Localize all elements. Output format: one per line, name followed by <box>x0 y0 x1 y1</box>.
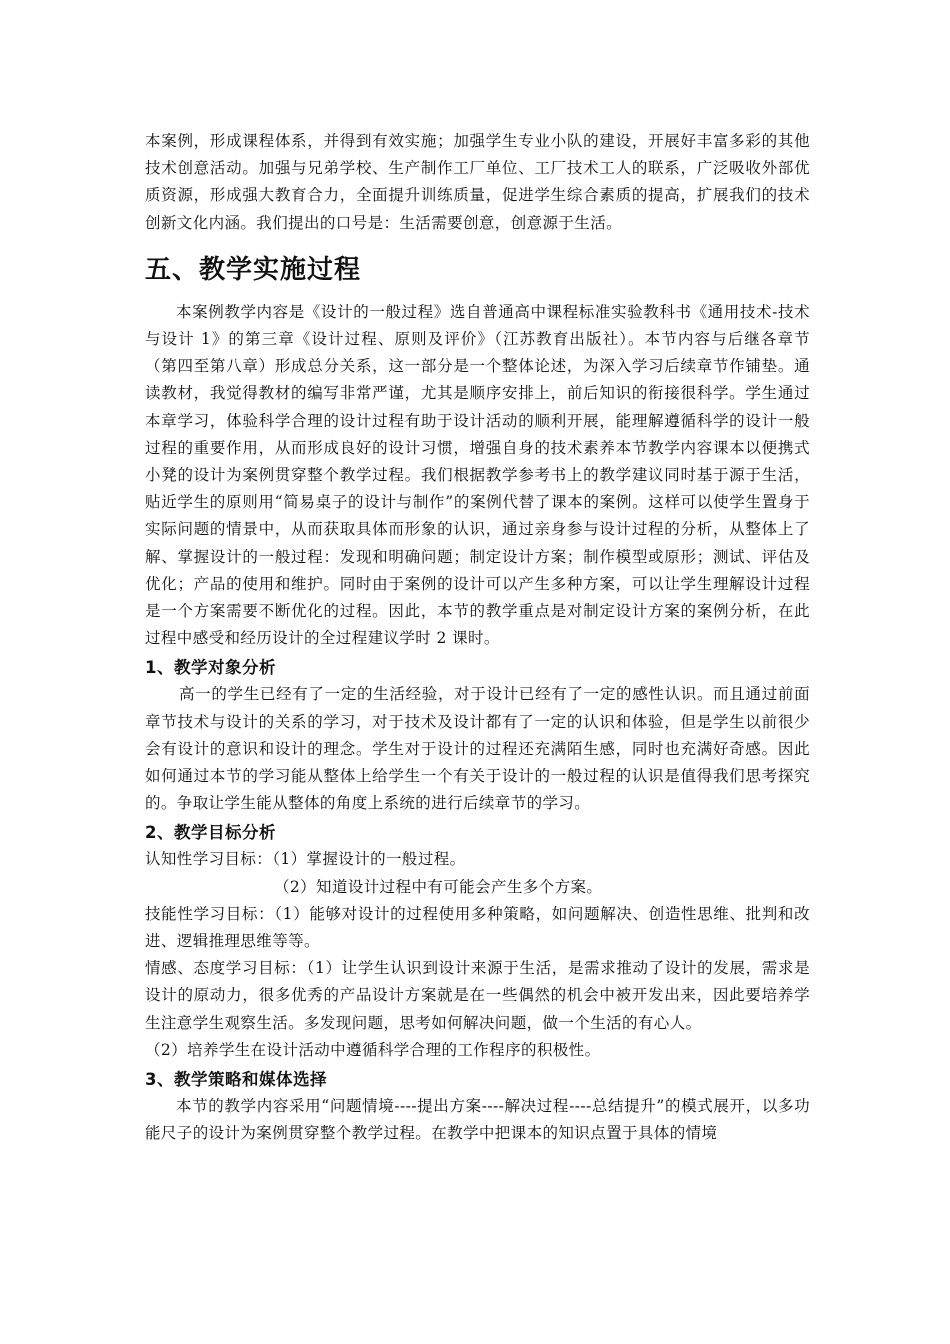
cognitive-goal-2: （2）知道设计过程中有可能会产生多个方案。 <box>274 877 603 896</box>
subsection-paragraph-3: 本节的教学内容采用“问题情境----提出方案----解决过程----总结提升”的模式展开，以多功能尺子的设计为案例贯穿整个教学过程。在教学中把课本的知识点置于具体的情境 <box>145 1097 810 1143</box>
subsection-heading-3: 3、教学策略和媒体选择 <box>145 1070 327 1090</box>
affective-goal-2: （2）培养学生在设计活动中遵循科学合理的工作程序的积极性。 <box>145 1040 601 1059</box>
affective-goal-1: 情感、态度学习目标：（1）让学生认识到设计来源于生活，是需求推动了设计的发展，需求是设计的原动力，很多优秀的产品设计方案就是在一些偶然的机会中被开发出来，因此要培养学生注意学生观察生活。多发现问题，思考如何解决问题，做一个生活的有心人。 <box>145 959 810 1032</box>
section-paragraph: 本案例教学内容是《设计的一般过程》选自普通高中课程标准实验教科书《通用技术-技术与设计 1》的第三章《设计过程、原则及评价》（江苏教育出版社）。本节内容与后继各章节（第四至第八章）形成总分关系，这一部分是一个整体论述，为深入学习后续章节作铺垫。通读教材，我觉得教材的编写非常严谨，尤其是顺序安排上，前后知识的衔接很科学。学生通过本章学习，体验科学合理的设计过程有助于设计活动的顺利开展，能理解遵循科学的设计一般过程的重要作用，从而形成良好的设计习惯，增强自身的技术素养本节教学内容课本以便携式小凳的设计为案例贯穿整个教学过程。我们根据教学参考书上的教学建议同时基于源于生活，贴近学生的原则用“简易桌子的设计与制作”的案例代替了课本的案例。这样可以使学生置身于实际问题的情景中，从而获取具体而形象的认识，通过亲身参与设计过程的分析，从整体上了解、掌握设计的一般过程：发现和明确问题；制定设计方案；制作模型或原形；测试、评估及优化；产品的使用和维护。同时由于案例的设计可以产生多种方案，可以让学生理解设计过程是一个方案需要不断优化的过程。因此，本节的教学重点是对制定设计方案的案例分析，在此过程中感受和经历设计的全过程建议学时 2 课时。 <box>145 302 810 648</box>
subsection-paragraph-1: 高一的学生已经有了一定的生活经验，对于设计已经有了一定的感性认识。而且通过前面章节技术与设计的关系的学习，对于技术及设计都有了一定的认识和体验，但是学生以前很少会有设计的意识和设计的理念。学生对于设计的过程还充满陌生感，同时也充满好奇感。因此如何通过本节的学习能从整体上给学生一个有关于设计的一般过程的认识是值得我们思考探究的。争取让学生能从整体的角度上系统的进行后续章节的学习。 <box>145 685 810 813</box>
cognitive-goal-1: 认知性学习目标：（1）掌握设计的一般过程。 <box>145 850 466 869</box>
subsection-heading-1: 1、教学对象分析 <box>145 658 276 678</box>
intro-paragraph: 本案例，形成课程体系，并得到有效实施；加强学生专业小队的建设，开展好丰富多彩的其他技术创意活动。加强与兄弟学校、生产制作工厂单位、工厂技术工人的联系，广泛吸收外部优质资源，形成强大教育合力，全面提升训练质量，促进学生综合素质的提高，扩展我们的技术创新文化内涵。我们提出的口号是：生活需要创意，创意源于生活。 <box>145 132 810 232</box>
page-content <box>145 128 810 1148</box>
section-heading: 五、教学实施过程 <box>145 254 362 285</box>
subsection-heading-2: 2、教学目标分析 <box>145 823 276 843</box>
skill-goal: 技能性学习目标：（1）能够对设计的过程使用多种策略，如问题解决、创造性思维、批判和改进、逻辑推理思维等等。 <box>145 904 810 951</box>
